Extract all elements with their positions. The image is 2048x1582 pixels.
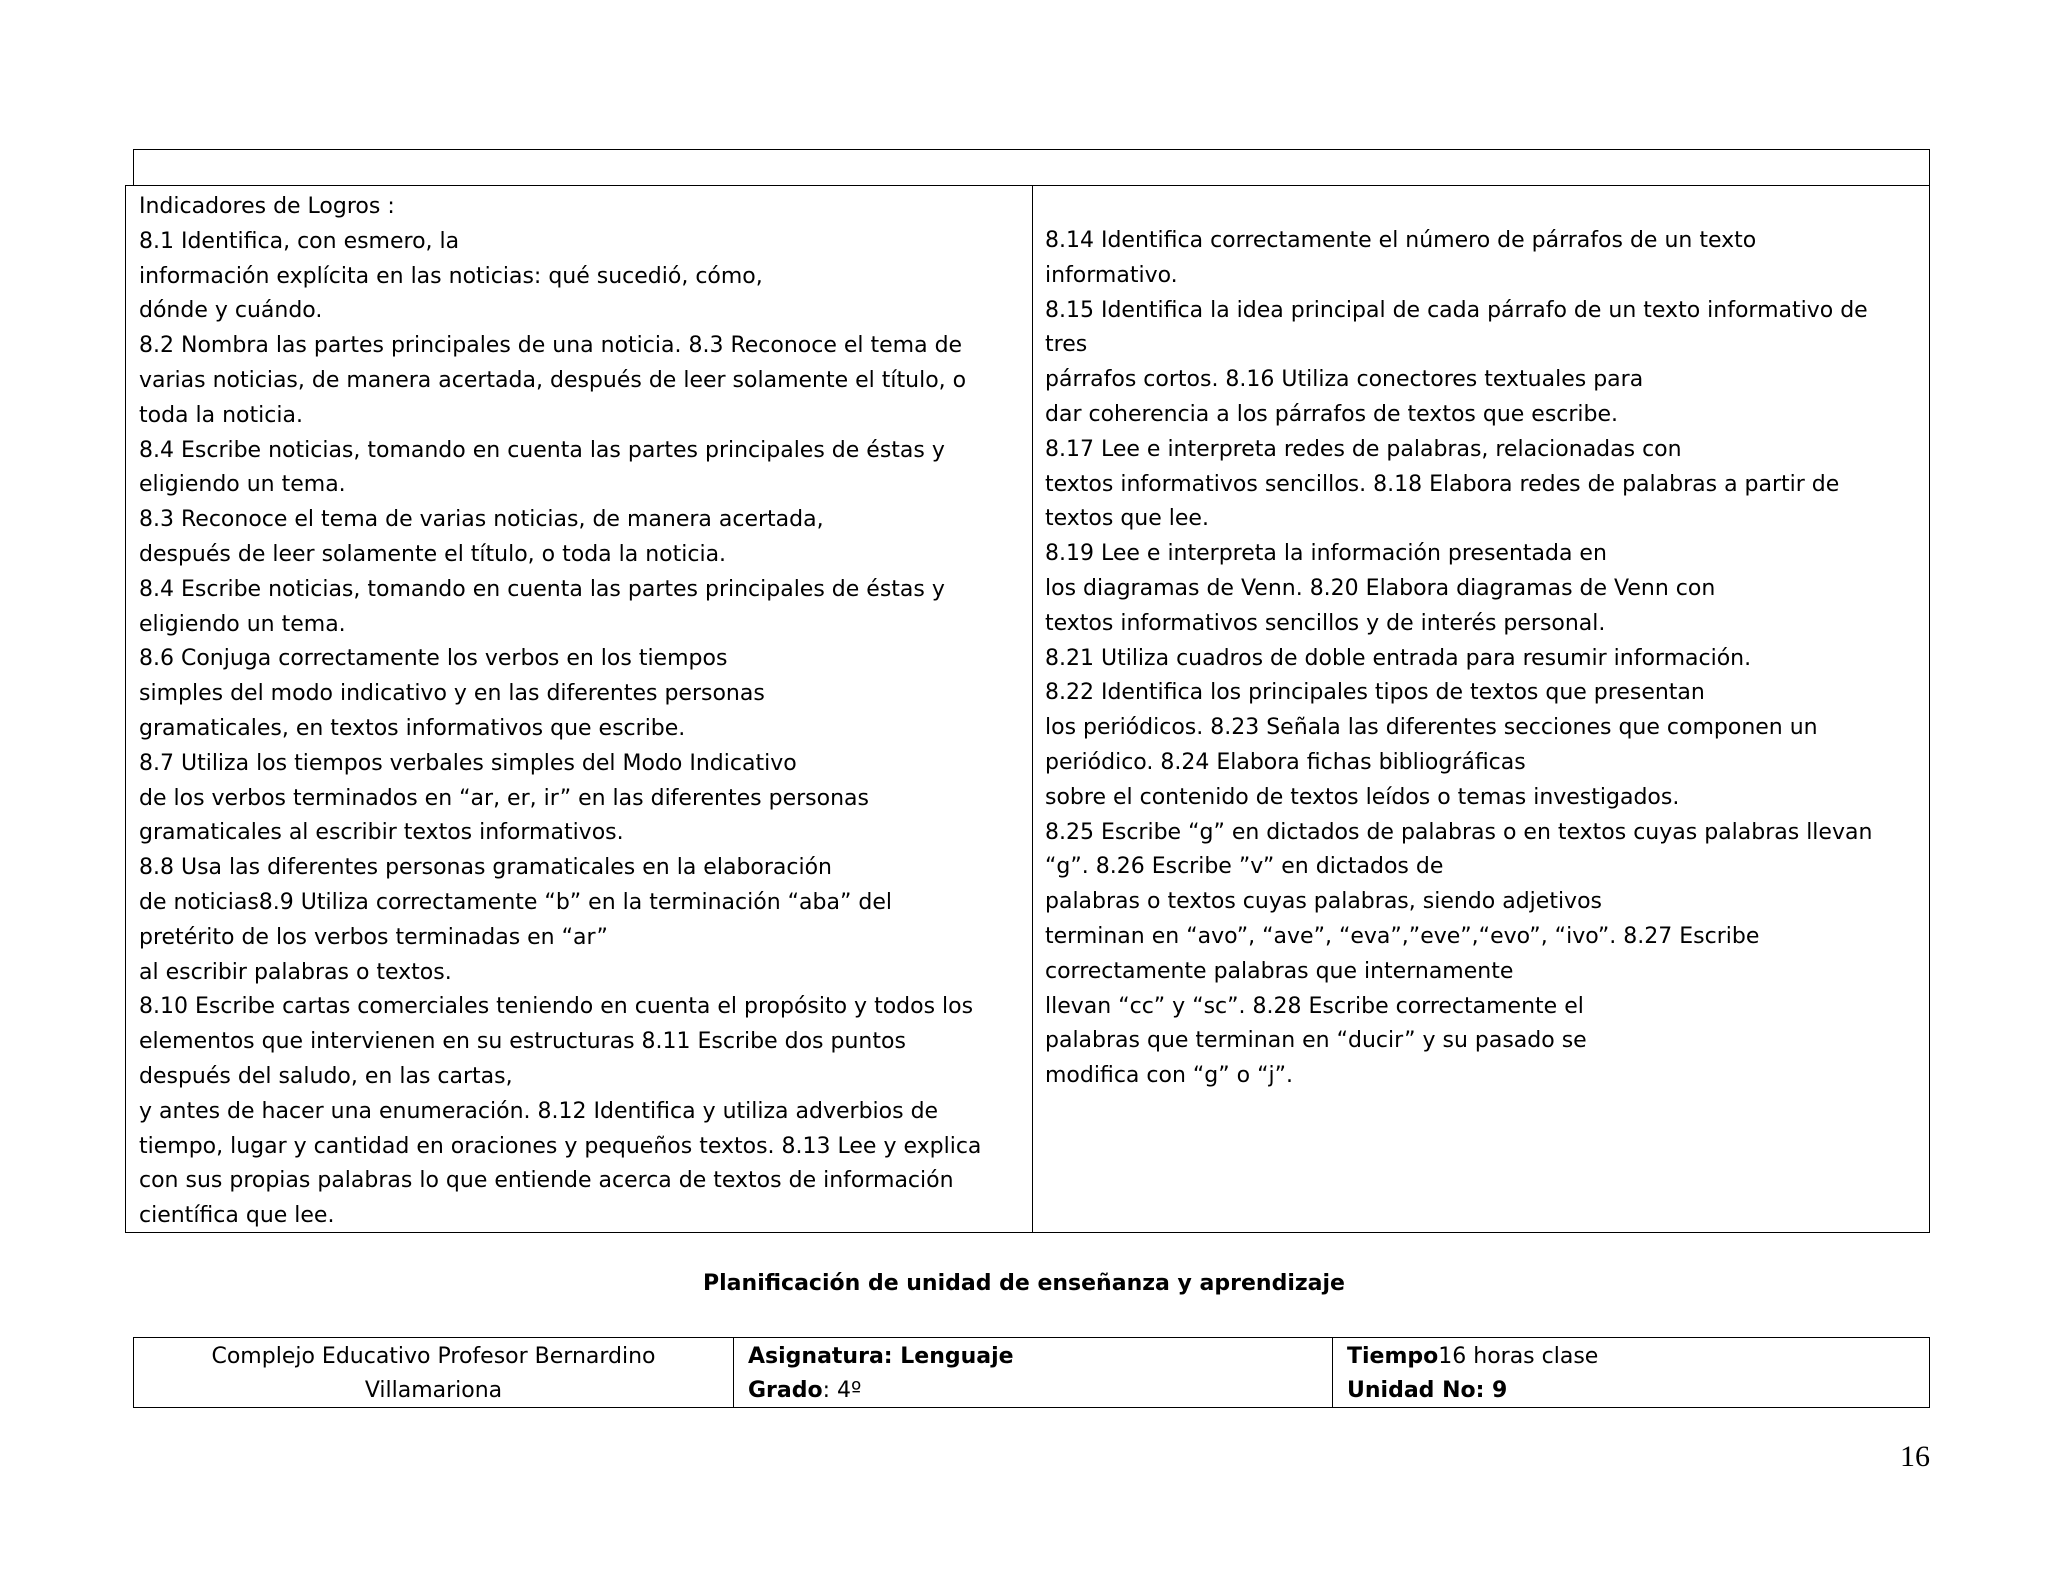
indicator-line: textos que lee. (1045, 506, 1209, 532)
indicator-line: después de leer solamente el título, o toda la noticia. (139, 541, 727, 567)
indicator-line: 8.4 Escribe noticias, tomando en cuenta las partes principales de éstas y (139, 576, 945, 602)
indicator-line: sobre el contenido de textos leídos o temas investigados. (1045, 784, 1680, 810)
school-name-line-1: Complejo Educativo Profesor Bernardino (211, 1344, 656, 1369)
grade-value: : 4º (822, 1378, 862, 1403)
indicator-line: 8.1 Identifica, con esmero, la (139, 228, 460, 254)
indicator-line: 8.6 Conjuga correctamente los verbos en los tiempos (139, 646, 728, 672)
indicator-line: pretérito de los verbos terminadas en “ar” (139, 924, 608, 950)
indicator-line: llevan “cc” y “sc”. 8.28 Escribe correctamente el (1045, 993, 1584, 1019)
unit-label: Unidad No: 9 (1347, 1378, 1508, 1403)
indicator-line: 8.10 Escribe cartas comerciales teniendo en cuenta el propósito y todos los (139, 994, 974, 1020)
indicator-line: al escribir palabras o textos. (139, 959, 452, 985)
page-number: 16 (1900, 1440, 1930, 1473)
indicator-line: 8.4 Escribe noticias, tomando en cuenta las partes principales de éstas y (139, 437, 945, 463)
indicator-line: elementos que intervienen en su estructuras 8.11 Escribe dos puntos (139, 1029, 906, 1055)
indicator-line: modifica con “g” o “j”. (1045, 1063, 1293, 1089)
time-value: 16 horas clase (1438, 1344, 1599, 1369)
indicator-line: terminan en “avo”, “ave”, “eva”,”eve”,“evo”, “ivo”. 8.27 Escribe (1045, 923, 1760, 949)
indicator-line: 8.2 Nombra las partes principales de una noticia. 8.3 Reconoce el tema de (139, 333, 963, 359)
indicators-left-column (126, 186, 1033, 1232)
indicator-line: correctamente palabras que internamente (1045, 958, 1514, 984)
indicator-line: “g”. 8.26 Escribe ”v” en dictados de (1045, 854, 1444, 880)
indicator-line: eligiendo un tema. (139, 472, 346, 498)
unit-info-table (133, 1337, 1930, 1408)
indicator-line: 8.8 Usa las diferentes personas gramaticales en la elaboración (139, 855, 832, 881)
school-cell (134, 1338, 734, 1407)
indicator-line: palabras que terminan en “ducir” y su pasado se (1045, 1028, 1587, 1054)
indicator-line: toda la noticia. (139, 402, 303, 428)
indicator-line: 8.3 Reconoce el tema de varias noticias, de manera acertada, (139, 507, 824, 533)
achievement-indicators-table (125, 185, 1930, 1233)
indicator-line: con sus propias palabras lo que entiende acerca de textos de información (139, 1168, 954, 1194)
indicator-line: de noticias8.9 Utiliza correctamente “b” en la terminación “aba” del (139, 889, 892, 915)
indicator-line: periódico. 8.24 Elabora fichas bibliográficas (1045, 749, 1526, 775)
indicator-line: gramaticales al escribir textos informativos. (139, 820, 624, 846)
indicator-line: 8.22 Identifica los principales tipos de textos que presentan (1045, 680, 1705, 706)
indicator-line: 8.17 Lee e interpreta redes de palabras, relacionadas con (1045, 436, 1682, 462)
grade-label: Grado (748, 1378, 823, 1403)
indicator-line: párrafos cortos. 8.16 Utiliza conectores textuales para (1045, 367, 1644, 393)
section-heading: Planificación de unidad de enseñanza y aprendizaje (703, 1271, 1345, 1296)
indicator-line: los diagramas de Venn. 8.20 Elabora diagramas de Venn con (1045, 575, 1716, 601)
indicator-line: dar coherencia a los párrafos de textos que escribe. (1045, 401, 1619, 427)
top-empty-row (133, 149, 1930, 186)
indicator-line: después del saludo, en las cartas, (139, 1063, 513, 1089)
time-label: Tiempo (1347, 1344, 1439, 1369)
indicator-line: científica que lee. (139, 1203, 335, 1229)
indicator-line: eligiendo un tema. (139, 611, 346, 637)
indicator-line: varias noticias, de manera acertada, después de leer solamente el título, o (139, 367, 967, 393)
indicator-line: y antes de hacer una enumeración. 8.12 Identifica y utiliza adverbios de (139, 1098, 939, 1124)
subject-cell (734, 1338, 1333, 1407)
indicator-line: simples del modo indicativo y en las diferentes personas (139, 681, 765, 707)
indicator-line: textos informativos sencillos. 8.18 Elabora redes de palabras a partir de (1045, 471, 1840, 497)
indicator-line: 8.25 Escribe “g” en dictados de palabras o en textos cuyas palabras llevan (1045, 819, 1873, 845)
indicator-line: palabras o textos cuyas palabras, siendo adjetivos (1045, 889, 1602, 915)
indicator-line: 8.19 Lee e interpreta la información presentada en (1045, 541, 1607, 567)
indicator-line: tres (1045, 332, 1088, 358)
indicator-line: 8.21 Utiliza cuadros de doble entrada para resumir información. (1045, 645, 1752, 671)
indicator-line: información explícita en las noticias: qué sucedió, cómo, (139, 263, 763, 289)
indicator-line: 8.7 Utiliza los tiempos verbales simples del Modo Indicativo (139, 750, 797, 776)
indicator-line: gramaticales, en textos informativos que escribe. (139, 715, 686, 741)
indicator-line: 8.14 Identifica correctamente el número de párrafos de un texto (1045, 228, 1757, 253)
school-name-line-2: Villamariona (364, 1378, 503, 1403)
indicator-line: textos informativos sencillos y de interés personal. (1045, 610, 1606, 636)
indicator-line: informativo. (1045, 262, 1178, 288)
indicators-right-column (1033, 186, 1929, 1232)
subject-label: Asignatura: Lenguaje (748, 1344, 1014, 1369)
indicator-line: los periódicos. 8.23 Señala las diferentes secciones que componen un (1045, 715, 1818, 741)
indicator-line: tiempo, lugar y cantidad en oraciones y pequeños textos. 8.13 Lee y explica (139, 1133, 982, 1159)
indicator-line: 8.15 Identifica la idea principal de cada párrafo de un texto informativo de (1045, 297, 1868, 323)
indicator-line: Indicadores de Logros : (139, 194, 395, 219)
indicator-line: dónde y cuándo. (139, 298, 323, 324)
time-cell (1333, 1338, 1929, 1407)
indicator-line: de los verbos terminados en “ar, er, ir” en las diferentes personas (139, 785, 869, 811)
